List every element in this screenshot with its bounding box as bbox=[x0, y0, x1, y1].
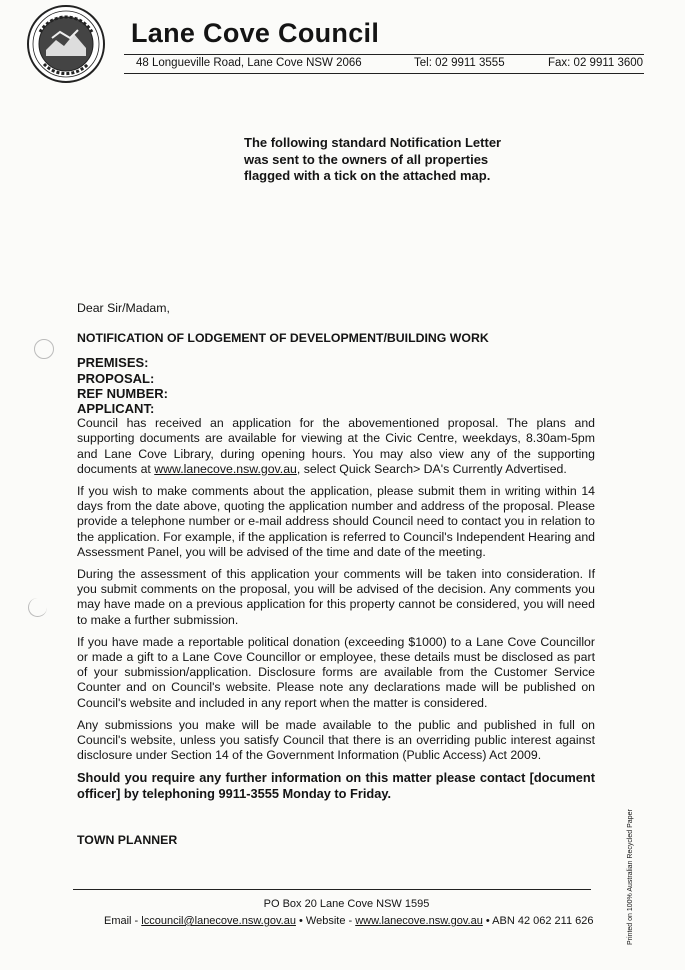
recycled-paper-note: Printed on 100% Australian Recycled Paper bbox=[627, 809, 634, 945]
council-fax: Fax: 02 9911 3600 bbox=[548, 57, 644, 69]
separator: • bbox=[295, 915, 306, 927]
field-ref-number: REF NUMBER: bbox=[77, 385, 168, 401]
email-label: Email - bbox=[104, 915, 142, 927]
email-link[interactable]: lccouncil@lanecove.nsw.gov.au bbox=[141, 915, 296, 927]
paragraph-application-received bbox=[77, 416, 595, 477]
footer-divider bbox=[73, 889, 591, 890]
council-address: 48 Longueville Road, Lane Cove NSW 2066 bbox=[136, 57, 362, 69]
detail-fields bbox=[77, 355, 595, 416]
council-website-link[interactable]: www.lanecove.nsw.gov.au bbox=[154, 461, 297, 476]
paragraph-submit-comments: If you wish to make comments about the application, please submit them in writing within 14 days from the date above, quoting the application number and address of the proposal. Please provide a telephone number or e-mail address should Council need to contact you in relation to the application. For example, if the application is referred to Council's Independent Hearing and Assessment Panel, you will be advised of the time and date of the meeting. bbox=[77, 484, 595, 559]
footer-contact bbox=[104, 915, 594, 927]
field-applicant: APPLICANT: bbox=[77, 401, 155, 417]
paragraph-contact: Should you require any further information on this matter please contact [document officer] by telephoning 9911-3555 Monday to Friday. bbox=[77, 770, 595, 801]
signoff: TOWN PLANNER bbox=[77, 832, 178, 847]
council-phone: Tel: 02 9911 3555 bbox=[414, 57, 505, 69]
letter-subject: NOTIFICATION OF LODGEMENT OF DEVELOPMENT/BUILDING WORK bbox=[77, 331, 489, 346]
field-proposal: PROPOSAL: bbox=[77, 370, 155, 386]
field-premises: PREMISES: bbox=[77, 355, 149, 371]
council-seal-logo bbox=[26, 4, 106, 84]
punch-hole-mark bbox=[34, 339, 54, 359]
paragraph-submissions-public: Any submissions you make will be made available to the public and published in full on Council's website, unless you satisfy Council that there is an overriding public interest against disclosure under Section 14 of the Government Information (Public Access) Act 2009. bbox=[77, 717, 595, 763]
website-link[interactable]: www.lanecove.nsw.gov.au bbox=[355, 915, 483, 927]
notice-block bbox=[244, 135, 544, 185]
org-name: Lane Cove Council bbox=[131, 18, 380, 48]
website-label: Website - bbox=[305, 915, 356, 927]
notice-line: The following standard Notification Letter bbox=[244, 135, 502, 150]
abn: • ABN 42 062 211 626 bbox=[482, 915, 594, 927]
notice-line: was sent to the owners of all properties bbox=[244, 151, 489, 167]
paragraph-political-donation: If you have made a reportable political donation (exceeding $1000) to a Lane Cove Councillor or made a gift to a Lane Cove Councillor or employee, these details must be disclosed as part of your submission/application. Disclosure forms are available from the Customer Service Counter and on Council's website. Please note any declarations made will be published on Council's website and included in any report when the matter is considered. bbox=[77, 634, 595, 710]
header-divider bbox=[124, 73, 644, 74]
notice-line: flagged with a tick on the attached map. bbox=[244, 168, 491, 183]
letter-body bbox=[77, 301, 595, 848]
salutation: Dear Sir/Madam, bbox=[77, 301, 170, 315]
paragraph-text: Council has received an application for the abovementioned proposal. The plans and supporting documents are available for viewing at the Civic Centre, weekdays, 8.30am-5pm and Lane Cove Library, during opening hours. You may also view any of the supporting documents at bbox=[77, 416, 595, 476]
header-divider bbox=[124, 54, 644, 55]
punch-hole-mark bbox=[28, 598, 47, 617]
paragraph-assessment: During the assessment of this application your comments will be taken into consideration. If you submit comments on the proposal, you will be advised of the decision. Any comments you may have made on a previous application for this property cannot be considered, you will need to make a further submission. bbox=[77, 567, 595, 627]
paragraph-text: , select Quick Search> DA's Currently Advertised. bbox=[296, 461, 567, 476]
footer-po-box: PO Box 20 Lane Cove NSW 1595 bbox=[263, 898, 430, 910]
